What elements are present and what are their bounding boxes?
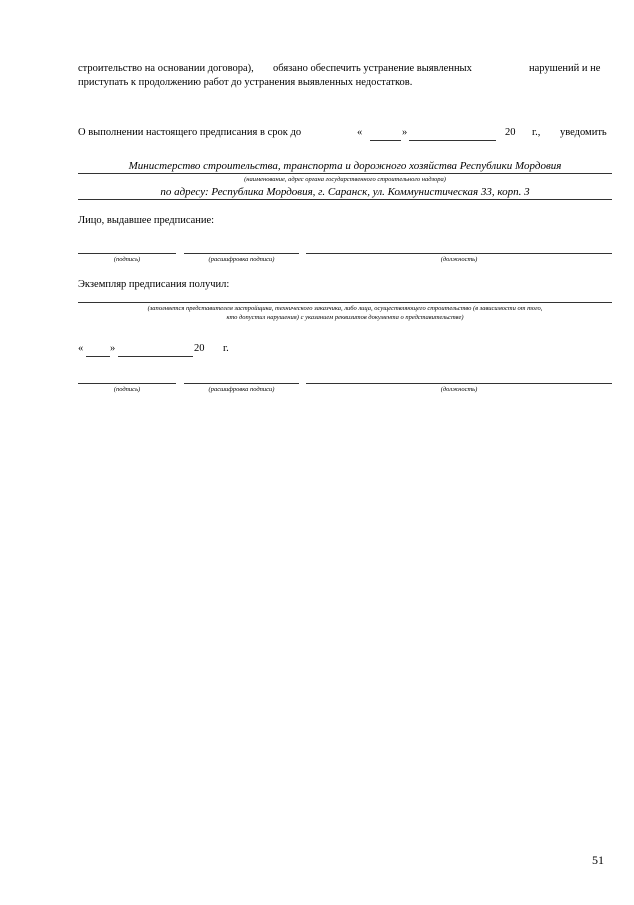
deadline-quote-close: » xyxy=(402,127,408,138)
recipient-quote-close: » xyxy=(110,343,116,354)
paragraph-line1-b: обязано обеспечить устранение выявленных xyxy=(273,63,472,74)
issuer-decoding-line xyxy=(184,253,299,254)
authority-caption: (наименование, адрес органа государственного строительного надзора) xyxy=(244,176,446,183)
recipient-label: Экземпляр предписания получил: xyxy=(78,279,230,290)
issuer-label: Лицо, выдавшее предписание: xyxy=(78,215,215,226)
authority-name: Министерство строительства, транспорта и дорожного хозяйства Республики Мордовия xyxy=(128,160,562,172)
recipient-caption-line2: кто допустил нарушения) с указанием реквизитов документа о представительстве) xyxy=(226,314,464,321)
paragraph-line1-c: нарушений и не xyxy=(529,63,601,74)
paragraph xyxy=(78,62,618,90)
recipient-month-line xyxy=(118,356,193,357)
deadline-day-line xyxy=(370,140,401,141)
recipient-decoding-line xyxy=(184,383,299,384)
recipient-position-line xyxy=(306,383,612,384)
page-number: 51 xyxy=(592,853,604,867)
recipient-year-prefix: 20 xyxy=(194,343,205,354)
recipient-quote-open: « xyxy=(78,343,84,354)
recipient-day-line xyxy=(86,356,110,357)
paragraph-line2: приступать к продолжению работ до устранения выявленных недостатков. xyxy=(78,77,413,88)
recipient-caption-line1: (заполняется представителем застройщика, технического заказчика, либо лица, осуществляющего строительство (в зависимости от того, xyxy=(147,305,543,312)
recipient-signature-caption: (подпись) xyxy=(113,386,141,393)
deadline-month-line xyxy=(409,140,496,141)
recipient-position-caption: (должность) xyxy=(440,386,478,393)
recipient-signature-line xyxy=(78,383,176,384)
issuer-decoding-caption: (расшифровка подписи) xyxy=(208,256,275,263)
recipient-year-suffix: г. xyxy=(223,343,229,354)
authority-address: по адресу: Республика Мордовия, г. Саранск, ул. Коммунистическая 33, корп. 3 xyxy=(160,186,530,198)
deadline-notify: уведомить xyxy=(560,127,607,138)
issuer-position-caption: (должность) xyxy=(440,256,478,263)
issuer-signature-line xyxy=(78,253,176,254)
recipient-decoding-caption: (расшифровка подписи) xyxy=(208,386,275,393)
authority-name-line xyxy=(78,173,612,174)
recipient-line xyxy=(78,302,612,303)
deadline-year-suffix: г., xyxy=(532,127,541,138)
deadline-year-prefix: 20 xyxy=(505,127,516,138)
paragraph-line1-a: строительство на основании договора), xyxy=(78,63,254,74)
issuer-signature-caption: (подпись) xyxy=(113,256,141,263)
issuer-position-line xyxy=(306,253,612,254)
deadline-text: О выполнении настоящего предписания в срок до xyxy=(78,127,302,138)
deadline-quote-open: « xyxy=(357,127,363,138)
authority-address-line xyxy=(78,199,612,200)
